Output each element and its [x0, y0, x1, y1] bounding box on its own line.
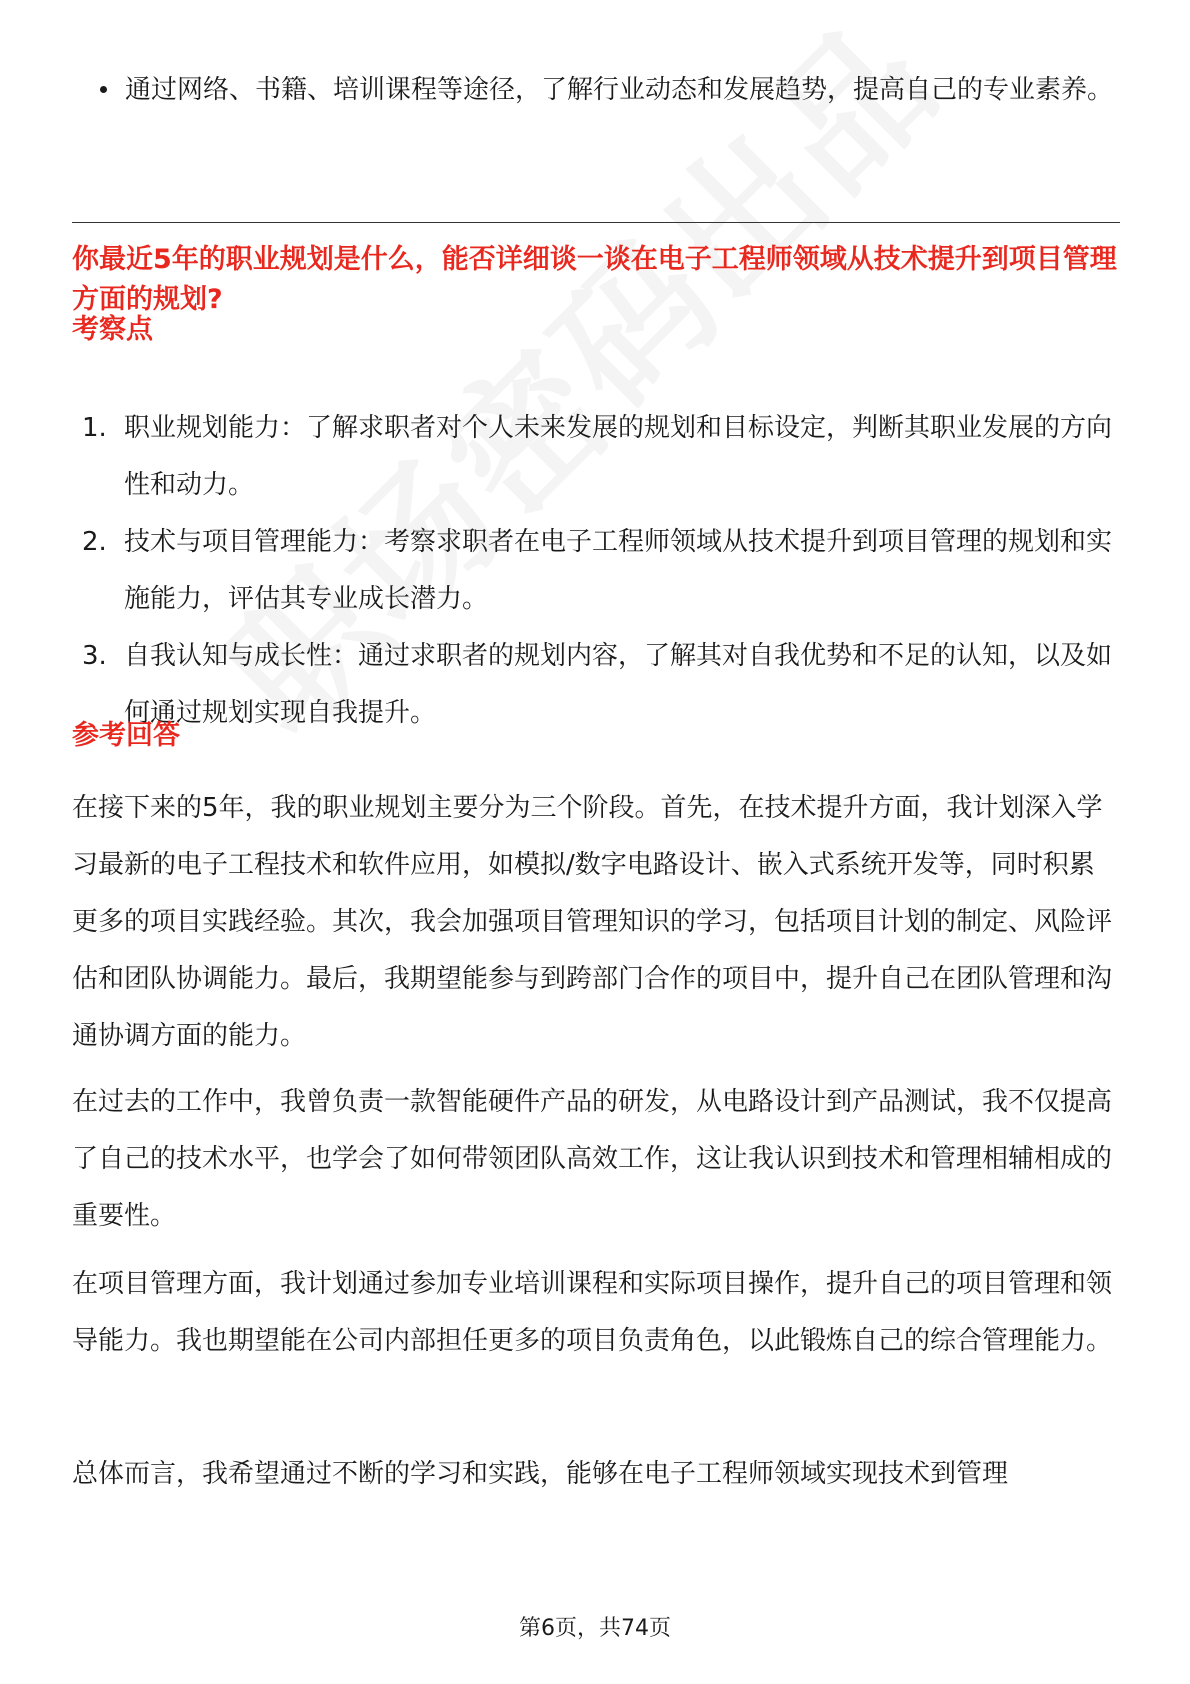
points-list	[82, 400, 1122, 742]
bullet-icon	[100, 86, 107, 93]
point-number: 3.	[82, 641, 107, 671]
page-number: 第6页，共74页	[519, 1616, 671, 1641]
points-title: 考察点	[72, 314, 153, 345]
point-text: 技术与项目管理能力：考察求职者在电子工程师领域从技术提升到项目管理的规划和实施能力，评估其专业成长潜力。	[124, 527, 1113, 614]
answer-paragraph-4: 总体而言，我希望通过不断的学习和实践，能够在电子工程师领域实现技术到管理	[72, 1459, 1009, 1489]
point-text: 职业规划能力：了解求职者对个人未来发展的规划和目标设定，判断其职业发展的方向性和动力。	[124, 413, 1113, 500]
answer-paragraph-1: 在接下来的5年，我的职业规划主要分为三个阶段。首先，在技术提升方面，我计划深入学习最新的电子工程技术和软件应用，如模拟/数字电路设计、嵌入式系统开发等，同时积累更多的项目实践经验。其次，我会加强项目管理知识的学习，包括项目计划的制定、风险评估和团队协调能力。最后，我期望能参与到跨部门合作的项目中，提升自己在团队管理和沟通协调方面的能力。	[72, 793, 1113, 1051]
section-divider	[72, 222, 1120, 223]
answer-title: 参考回答	[72, 720, 180, 751]
answer-paragraph-2: 在过去的工作中，我曾负责一款智能硬件产品的研发，从电路设计到产品测试，我不仅提高了自己的技术水平，也学会了如何带领团队高效工作，这让我认识到技术和管理相辅相成的重要性。	[72, 1087, 1113, 1231]
point-item-3	[82, 628, 1122, 742]
point-number: 2.	[82, 527, 107, 557]
point-item-2	[82, 514, 1122, 628]
answer-paragraph-3: 在项目管理方面，我计划通过参加专业培训课程和实际项目操作，提升自己的项目管理和领导能力。我也期望能在公司内部担任更多的项目负责角色，以此锻炼自己的综合管理能力。	[72, 1269, 1113, 1356]
list-item	[100, 62, 1120, 119]
intro-bullet-list	[100, 62, 1120, 119]
point-item-1	[82, 400, 1122, 514]
bullet-text: 通过网络、书籍、培训课程等途径，了解行业动态和发展趋势，提高自己的专业素养。	[125, 75, 1114, 105]
point-text: 自我认知与成长性：通过求职者的规划内容，了解其对自我优势和不足的认知，以及如何通过规划实现自我提升。	[124, 641, 1113, 728]
point-number: 1.	[82, 413, 107, 443]
question-heading: 你最近5年的职业规划是什么，能否详细谈一谈在电子工程师领域从技术提升到项目管理方面的规划?	[72, 244, 1117, 315]
